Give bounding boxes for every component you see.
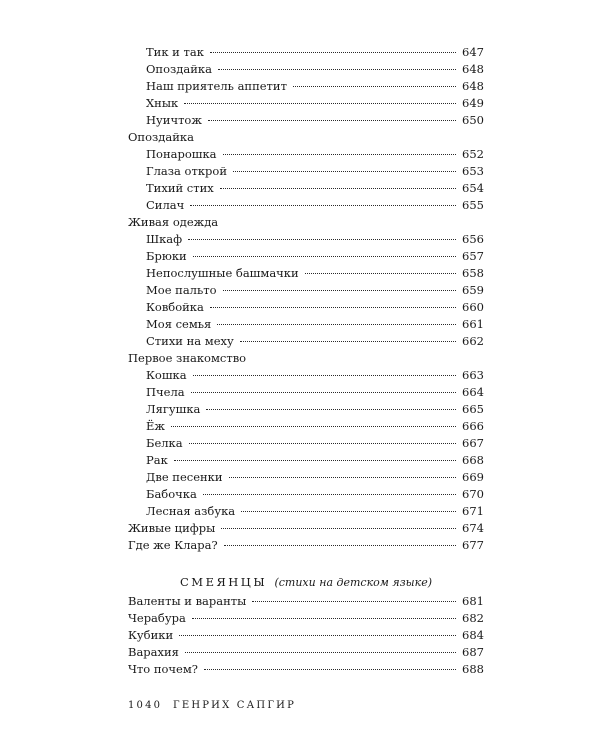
toc-entry	[128, 401, 484, 418]
toc-entry-page: 682	[462, 611, 484, 625]
dot-leader	[223, 290, 456, 291]
toc-entry-title: Что почем?	[128, 662, 198, 676]
toc-entry-title: Ёж	[146, 419, 165, 433]
toc-entry	[128, 644, 484, 661]
dot-leader	[240, 341, 456, 342]
toc-entry-title: Стихи на меху	[146, 334, 234, 348]
toc-entry-page: 688	[462, 662, 484, 676]
dot-leader	[252, 601, 456, 602]
toc-entry	[128, 610, 484, 627]
toc-entry	[128, 112, 484, 129]
toc-entry-title: Кошка	[146, 368, 187, 382]
toc-entry	[128, 146, 484, 163]
toc-entry	[128, 248, 484, 265]
toc-entry-page: 667	[462, 436, 484, 450]
toc-entry	[128, 537, 484, 554]
toc-entry-page: 652	[462, 147, 484, 161]
toc-entry-title: Черабура	[128, 611, 186, 625]
toc-entry	[128, 231, 484, 248]
toc-entry-title: Шкаф	[146, 232, 183, 246]
toc-entry-title: Брюки	[146, 249, 187, 263]
toc-entry-page: 684	[462, 628, 484, 642]
dot-leader	[189, 443, 456, 444]
toc-entry-page: 663	[462, 368, 484, 382]
toc-group-heading: Первое знакомство	[128, 351, 247, 365]
toc-entry-page: 649	[462, 96, 484, 110]
dot-leader	[192, 618, 456, 619]
dot-leader	[190, 205, 456, 206]
toc-entry	[128, 163, 484, 180]
dot-leader	[229, 477, 456, 478]
toc-entry-page: 666	[462, 419, 484, 433]
dot-leader	[241, 511, 456, 512]
toc-entry-page: 657	[462, 249, 484, 263]
toc-entry-title: Где же Клара?	[128, 538, 218, 552]
toc-entry-page: 648	[462, 79, 484, 93]
toc-entry	[128, 78, 484, 95]
toc-entry	[128, 452, 484, 469]
toc-entry-page: 669	[462, 470, 484, 484]
toc-entry-page: 681	[462, 594, 484, 608]
toc-entry-page: 668	[462, 453, 484, 467]
toc-entry	[128, 486, 484, 503]
toc-entry-title: Наш приятель аппетит	[146, 79, 287, 93]
toc-entry-page: 658	[462, 266, 484, 280]
toc-entry	[128, 44, 484, 61]
table-of-contents	[128, 44, 484, 678]
dot-leader	[220, 188, 456, 189]
dot-leader	[210, 52, 456, 53]
toc-entry	[128, 299, 484, 316]
toc-entry-page: 656	[462, 232, 484, 246]
toc-entry-page: 662	[462, 334, 484, 348]
toc-entry	[128, 503, 484, 520]
dot-leader	[204, 669, 456, 670]
toc-entry-title: Глаза открой	[146, 164, 227, 178]
toc-entry-title: Хнык	[146, 96, 179, 110]
toc-entry-page: 647	[462, 45, 484, 59]
toc-entry	[128, 367, 484, 384]
toc-entry	[128, 95, 484, 112]
toc-entry-page: 648	[462, 62, 484, 76]
dot-leader	[221, 528, 456, 529]
dot-leader	[210, 307, 456, 308]
toc-entry	[128, 265, 484, 282]
toc-entry-page: 650	[462, 113, 484, 127]
toc-entry-title: Тихий стих	[146, 181, 214, 195]
dot-leader	[179, 635, 456, 636]
dot-leader	[171, 426, 456, 427]
toc-entry	[128, 593, 484, 610]
dot-leader	[218, 69, 456, 70]
toc-entry-title: Лягушка	[146, 402, 201, 416]
toc-entry-title: Рак	[146, 453, 168, 467]
toc-entry	[128, 520, 484, 537]
toc-entry-title: Варахия	[128, 645, 179, 659]
toc-entry-title: Лесная азбука	[146, 504, 236, 518]
toc-entry	[128, 661, 484, 678]
footer-author: ГЕНРИХ САПГИР	[173, 700, 297, 711]
dot-leader	[208, 120, 456, 121]
toc-entry-title: Бабочка	[146, 487, 197, 501]
toc-entry-title: Понарошка	[146, 147, 217, 161]
toc-group-heading: Опоздайка	[128, 130, 194, 144]
toc-entry	[128, 282, 484, 299]
section-subtitle: (стихи на детском языке)	[274, 576, 432, 589]
toc-entry	[128, 418, 484, 435]
toc-entry-title: Силач	[146, 198, 185, 212]
toc-entry-page: 655	[462, 198, 484, 212]
toc-group-heading: Живая одежда	[128, 215, 219, 229]
toc-entry-title: Две песенки	[146, 470, 223, 484]
section-title: СМЕЯНЦЫ	[180, 575, 268, 589]
toc-entry	[128, 469, 484, 486]
toc-entry-page: 653	[462, 164, 484, 178]
toc-entry-title: Живые цифры	[128, 521, 216, 535]
dot-leader	[191, 392, 456, 393]
toc-entry-page: 670	[462, 487, 484, 501]
toc-entry-title: Непослушные башмачки	[146, 266, 299, 280]
toc-entry-page: 660	[462, 300, 484, 314]
dot-leader	[193, 375, 456, 376]
toc-entry-title: Белка	[146, 436, 183, 450]
toc-entry-title: Валенты и варанты	[128, 594, 247, 608]
toc-entry	[128, 316, 484, 333]
toc-entry-page: 664	[462, 385, 484, 399]
dot-leader	[193, 256, 456, 257]
toc-entry-page: 677	[462, 538, 484, 552]
toc-entry-page: 687	[462, 645, 484, 659]
footer-page-number: 1040	[128, 700, 163, 711]
toc-entry-page: 659	[462, 283, 484, 297]
toc-entry-title: Моя семья	[146, 317, 212, 331]
toc-entry	[128, 435, 484, 452]
toc-entry-title: Тик и так	[146, 45, 204, 59]
toc-entry-page: 654	[462, 181, 484, 195]
toc-entry-title: Нуичтож	[146, 113, 202, 127]
dot-leader	[174, 460, 456, 461]
section-gap	[128, 554, 484, 574]
dot-leader	[223, 154, 457, 155]
toc-entry-title: Опоздайка	[146, 62, 212, 76]
toc-entry	[128, 197, 484, 214]
dot-leader	[305, 273, 456, 274]
dot-leader	[184, 103, 456, 104]
toc-entry-title: Пчела	[146, 385, 185, 399]
toc-entry-page: 661	[462, 317, 484, 331]
dot-leader	[188, 239, 456, 240]
dot-leader	[185, 652, 456, 653]
dot-leader	[224, 545, 456, 546]
toc-entry-title: Мое пальто	[146, 283, 217, 297]
toc-entry	[128, 61, 484, 78]
toc-entry	[128, 627, 484, 644]
toc-entry	[128, 180, 484, 197]
toc-entry-page: 665	[462, 402, 484, 416]
dot-leader	[206, 409, 456, 410]
toc-entry-title: Кубики	[128, 628, 174, 642]
toc-section-heading	[128, 574, 484, 593]
dot-leader	[217, 324, 456, 325]
toc-entry-page: 671	[462, 504, 484, 518]
dot-leader	[233, 171, 456, 172]
toc-entry	[128, 333, 484, 350]
toc-entry-title: Ковбойка	[146, 300, 204, 314]
toc-entry	[128, 384, 484, 401]
dot-leader	[293, 86, 456, 87]
dot-leader	[203, 494, 456, 495]
running-footer	[128, 700, 296, 711]
toc-entry-page: 674	[462, 521, 484, 535]
